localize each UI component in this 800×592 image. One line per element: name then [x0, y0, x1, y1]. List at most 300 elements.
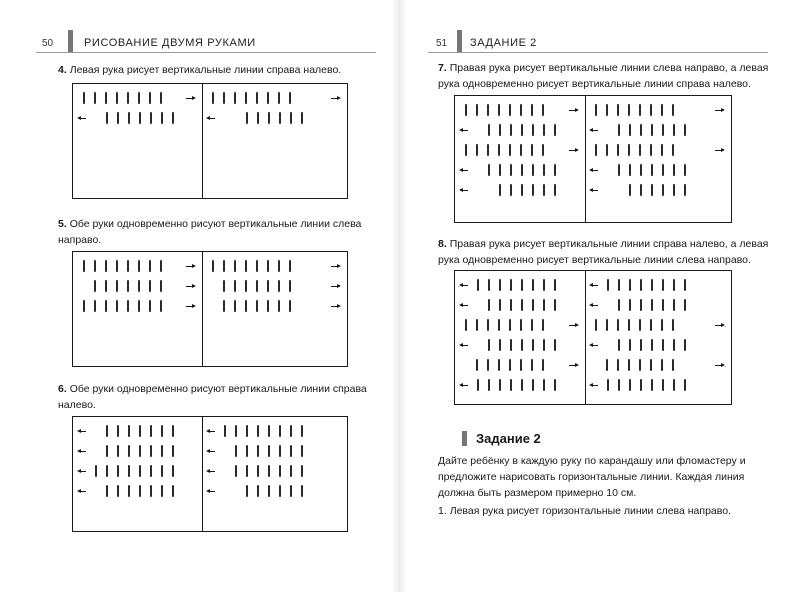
vertical-stroke — [488, 124, 490, 136]
vertical-stroke — [510, 184, 512, 196]
direction-arrow-icon — [192, 96, 196, 100]
vertical-stroke — [117, 465, 119, 477]
vertical-stroke — [628, 104, 630, 116]
vertical-stroke — [532, 164, 534, 176]
vertical-stroke — [499, 184, 501, 196]
vertical-stroke — [532, 184, 534, 196]
direction-arrow-icon — [589, 168, 593, 172]
vertical-stroke — [684, 124, 686, 136]
vertical-stroke — [639, 319, 641, 331]
vertical-stroke — [128, 485, 130, 497]
vertical-stroke — [278, 300, 280, 312]
direction-arrow-icon — [459, 303, 463, 307]
vertical-stroke — [650, 104, 652, 116]
vertical-stroke — [628, 144, 630, 156]
direction-arrow-icon — [721, 363, 725, 367]
vertical-stroke — [532, 124, 534, 136]
vertical-stroke — [542, 359, 544, 371]
vertical-stroke — [161, 485, 163, 497]
vertical-stroke — [510, 279, 512, 291]
box-divider — [202, 84, 203, 198]
direction-arrow-icon — [589, 383, 593, 387]
task-item-text: Левая рука рисует горизонтальные линии слева направо. — [449, 505, 731, 517]
vertical-stroke — [673, 299, 675, 311]
vertical-stroke — [639, 104, 641, 116]
vertical-stroke — [618, 279, 620, 291]
vertical-stroke — [498, 359, 500, 371]
vertical-stroke — [290, 445, 292, 457]
vertical-stroke — [629, 279, 631, 291]
task-instructions: Дайте ребёнку в каждую руку по карандашу или фломастеру и предложите нарисовать горизонтальные линии. Каждая линия должна быть размером примерно 10 см. — [438, 455, 746, 499]
vertical-stroke — [662, 124, 664, 136]
vertical-stroke — [488, 164, 490, 176]
vertical-stroke — [618, 164, 620, 176]
vertical-stroke — [127, 260, 129, 272]
vertical-stroke — [521, 279, 523, 291]
vertical-stroke — [640, 339, 642, 351]
vertical-stroke — [673, 339, 675, 351]
vertical-stroke — [289, 92, 291, 104]
vertical-stroke — [532, 339, 534, 351]
exercise-number: 6. — [58, 383, 67, 395]
vertical-stroke — [554, 339, 556, 351]
vertical-stroke — [543, 124, 545, 136]
vertical-stroke — [595, 319, 597, 331]
vertical-stroke — [651, 299, 653, 311]
vertical-stroke — [499, 379, 501, 391]
vertical-stroke — [106, 465, 108, 477]
vertical-stroke — [618, 339, 620, 351]
vertical-stroke — [117, 425, 119, 437]
vertical-stroke — [301, 485, 303, 497]
vertical-stroke — [650, 359, 652, 371]
vertical-stroke — [150, 445, 152, 457]
vertical-stroke — [487, 104, 489, 116]
vertical-stroke — [95, 465, 97, 477]
vertical-stroke — [245, 300, 247, 312]
vertical-stroke — [127, 280, 129, 292]
direction-arrow-icon — [721, 323, 725, 327]
vertical-stroke — [673, 124, 675, 136]
vertical-stroke — [595, 144, 597, 156]
vertical-stroke — [488, 379, 490, 391]
vertical-stroke — [487, 144, 489, 156]
vertical-stroke — [673, 184, 675, 196]
vertical-stroke — [465, 104, 467, 116]
vertical-stroke — [618, 299, 620, 311]
vertical-stroke — [542, 144, 544, 156]
direction-arrow-icon — [77, 429, 81, 433]
vertical-stroke — [531, 319, 533, 331]
vertical-stroke — [290, 485, 292, 497]
vertical-stroke — [301, 465, 303, 477]
vertical-stroke — [684, 379, 686, 391]
header-marker — [68, 30, 73, 52]
vertical-stroke — [661, 319, 663, 331]
vertical-stroke — [465, 319, 467, 331]
direction-arrow-icon — [589, 283, 593, 287]
vertical-stroke — [520, 104, 522, 116]
direction-arrow-icon — [459, 188, 463, 192]
vertical-stroke — [662, 379, 664, 391]
vertical-stroke — [662, 279, 664, 291]
vertical-stroke — [499, 164, 501, 176]
vertical-stroke — [245, 260, 247, 272]
vertical-stroke — [94, 92, 96, 104]
exercise-6-text — [58, 381, 378, 413]
exercise-number: 8. — [438, 238, 447, 250]
vertical-stroke — [554, 124, 556, 136]
vertical-stroke — [128, 112, 130, 124]
vertical-stroke — [257, 465, 259, 477]
running-head: ЗАДАНИЕ 2 — [470, 37, 537, 49]
vertical-stroke — [268, 465, 270, 477]
vertical-stroke — [651, 379, 653, 391]
direction-arrow-icon — [459, 383, 463, 387]
direction-arrow-icon — [589, 128, 593, 132]
vertical-stroke — [105, 92, 107, 104]
box-divider — [202, 252, 203, 366]
vertical-stroke — [543, 279, 545, 291]
vertical-stroke — [150, 465, 152, 477]
vertical-stroke — [256, 260, 258, 272]
vertical-stroke — [617, 104, 619, 116]
vertical-stroke — [684, 164, 686, 176]
vertical-stroke — [127, 92, 129, 104]
vertical-stroke — [498, 319, 500, 331]
direction-arrow-icon — [459, 283, 463, 287]
vertical-stroke — [301, 445, 303, 457]
vertical-stroke — [235, 445, 237, 457]
vertical-stroke — [498, 104, 500, 116]
direction-arrow-icon — [77, 489, 81, 493]
vertical-stroke — [618, 124, 620, 136]
vertical-stroke — [628, 359, 630, 371]
vertical-stroke — [245, 280, 247, 292]
vertical-stroke — [672, 319, 674, 331]
vertical-stroke — [554, 379, 556, 391]
direction-arrow-icon — [459, 128, 463, 132]
vertical-stroke — [223, 92, 225, 104]
exercise-description: Правая рука рисует вертикальные линии слева направо, а левая рука одновременно рисует вертикальные линии справа налево. — [438, 62, 769, 90]
vertical-stroke — [606, 319, 608, 331]
vertical-stroke — [161, 425, 163, 437]
vertical-stroke — [290, 425, 292, 437]
vertical-stroke — [256, 280, 258, 292]
vertical-stroke — [477, 379, 479, 391]
vertical-stroke — [278, 260, 280, 272]
vertical-stroke — [289, 280, 291, 292]
vertical-stroke — [150, 485, 152, 497]
direction-arrow-icon — [337, 284, 341, 288]
vertical-stroke — [106, 445, 108, 457]
vertical-stroke — [662, 339, 664, 351]
vertical-stroke — [531, 104, 533, 116]
vertical-stroke — [279, 445, 281, 457]
task-item-1 — [438, 503, 778, 519]
vertical-stroke — [116, 92, 118, 104]
vertical-stroke — [267, 300, 269, 312]
vertical-stroke — [640, 124, 642, 136]
vertical-stroke — [139, 465, 141, 477]
direction-arrow-icon — [575, 323, 579, 327]
vertical-stroke — [289, 300, 291, 312]
vertical-stroke — [149, 300, 151, 312]
vertical-stroke — [212, 260, 214, 272]
vertical-stroke — [520, 359, 522, 371]
exercise-7-text — [438, 60, 778, 92]
vertical-stroke — [172, 485, 174, 497]
vertical-stroke — [256, 300, 258, 312]
vertical-stroke — [629, 124, 631, 136]
vertical-stroke — [172, 465, 174, 477]
vertical-stroke — [543, 184, 545, 196]
vertical-stroke — [662, 299, 664, 311]
vertical-stroke — [521, 299, 523, 311]
vertical-stroke — [83, 300, 85, 312]
direction-arrow-icon — [721, 108, 725, 112]
vertical-stroke — [488, 299, 490, 311]
vertical-stroke — [629, 299, 631, 311]
vertical-stroke — [639, 359, 641, 371]
vertical-stroke — [106, 112, 108, 124]
running-head: РИСОВАНИЕ ДВУМЯ РУКАМИ — [84, 37, 256, 49]
vertical-stroke — [105, 260, 107, 272]
vertical-stroke — [521, 339, 523, 351]
vertical-stroke — [629, 339, 631, 351]
vertical-stroke — [150, 112, 152, 124]
page-number: 50 — [42, 38, 54, 49]
vertical-stroke — [279, 465, 281, 477]
exercise-description: Обе руки одновременно рисуют вертикальные линии слева направо. — [58, 218, 362, 246]
direction-arrow-icon — [721, 148, 725, 152]
vertical-stroke — [106, 485, 108, 497]
vertical-stroke — [161, 112, 163, 124]
exercise-description: Правая рука рисует вертикальные линии справа налево, а левая рука одновременно рисует вертикальные линии слева направо. — [438, 238, 769, 266]
exercise-4-text — [58, 62, 378, 78]
vertical-stroke — [476, 104, 478, 116]
header-marker — [457, 30, 462, 52]
direction-arrow-icon — [589, 188, 593, 192]
vertical-stroke — [234, 280, 236, 292]
vertical-stroke — [543, 299, 545, 311]
vertical-stroke — [651, 124, 653, 136]
exercise-number: 7. — [438, 62, 447, 74]
box-divider — [585, 96, 586, 222]
vertical-stroke — [640, 299, 642, 311]
vertical-stroke — [499, 299, 501, 311]
vertical-stroke — [640, 379, 642, 391]
vertical-stroke — [531, 359, 533, 371]
task-heading: Задание 2 — [476, 431, 541, 446]
vertical-stroke — [651, 164, 653, 176]
vertical-stroke — [662, 164, 664, 176]
direction-arrow-icon — [192, 264, 196, 268]
vertical-stroke — [235, 465, 237, 477]
vertical-stroke — [607, 379, 609, 391]
vertical-stroke — [267, 280, 269, 292]
vertical-stroke — [160, 92, 162, 104]
vertical-stroke — [268, 445, 270, 457]
vertical-stroke — [554, 279, 556, 291]
vertical-stroke — [629, 164, 631, 176]
vertical-stroke — [301, 425, 303, 437]
direction-arrow-icon — [589, 343, 593, 347]
direction-arrow-icon — [459, 168, 463, 172]
vertical-stroke — [628, 319, 630, 331]
vertical-stroke — [606, 359, 608, 371]
exercise-7-box — [454, 95, 732, 223]
vertical-stroke — [617, 359, 619, 371]
exercise-description: Левая рука рисует вертикальные линии справа налево. — [69, 64, 342, 76]
vertical-stroke — [139, 425, 141, 437]
direction-arrow-icon — [206, 489, 210, 493]
vertical-stroke — [138, 280, 140, 292]
direction-arrow-icon — [459, 343, 463, 347]
vertical-stroke — [139, 485, 141, 497]
vertical-stroke — [224, 425, 226, 437]
vertical-stroke — [268, 485, 270, 497]
box-divider — [585, 271, 586, 404]
direction-arrow-icon — [206, 116, 210, 120]
vertical-stroke — [246, 485, 248, 497]
vertical-stroke — [278, 92, 280, 104]
vertical-stroke — [509, 319, 511, 331]
vertical-stroke — [105, 280, 107, 292]
vertical-stroke — [117, 445, 119, 457]
vertical-stroke — [510, 339, 512, 351]
vertical-stroke — [160, 300, 162, 312]
task-item-number: 1. — [438, 505, 447, 517]
box-divider — [202, 417, 203, 531]
header-rule — [36, 52, 376, 53]
vertical-stroke — [510, 164, 512, 176]
vertical-stroke — [257, 425, 259, 437]
vertical-stroke — [629, 184, 631, 196]
vertical-stroke — [160, 260, 162, 272]
vertical-stroke — [488, 339, 490, 351]
vertical-stroke — [235, 425, 237, 437]
vertical-stroke — [465, 144, 467, 156]
vertical-stroke — [617, 319, 619, 331]
direction-arrow-icon — [575, 108, 579, 112]
vertical-stroke — [105, 300, 107, 312]
vertical-stroke — [267, 260, 269, 272]
exercise-number: 5. — [58, 218, 67, 230]
right-page — [400, 0, 800, 592]
vertical-stroke — [290, 465, 292, 477]
vertical-stroke — [139, 445, 141, 457]
vertical-stroke — [650, 144, 652, 156]
vertical-stroke — [639, 144, 641, 156]
vertical-stroke — [116, 300, 118, 312]
vertical-stroke — [128, 425, 130, 437]
vertical-stroke — [684, 184, 686, 196]
vertical-stroke — [279, 485, 281, 497]
vertical-stroke — [606, 104, 608, 116]
vertical-stroke — [477, 279, 479, 291]
vertical-stroke — [521, 124, 523, 136]
exercise-6-box — [72, 416, 348, 532]
vertical-stroke — [651, 339, 653, 351]
direction-arrow-icon — [77, 116, 81, 120]
vertical-stroke — [160, 280, 162, 292]
vertical-stroke — [223, 260, 225, 272]
task-heading-marker — [462, 431, 467, 446]
vertical-stroke — [476, 359, 478, 371]
direction-arrow-icon — [337, 96, 341, 100]
vertical-stroke — [618, 379, 620, 391]
vertical-stroke — [256, 92, 258, 104]
vertical-stroke — [673, 164, 675, 176]
direction-arrow-icon — [206, 429, 210, 433]
vertical-stroke — [499, 339, 501, 351]
vertical-stroke — [673, 279, 675, 291]
vertical-stroke — [212, 92, 214, 104]
vertical-stroke — [83, 92, 85, 104]
vertical-stroke — [510, 379, 512, 391]
vertical-stroke — [289, 260, 291, 272]
vertical-stroke — [139, 112, 141, 124]
vertical-stroke — [532, 279, 534, 291]
header-rule — [428, 52, 768, 53]
vertical-stroke — [117, 485, 119, 497]
exercise-8-box — [454, 270, 732, 405]
vertical-stroke — [116, 260, 118, 272]
vertical-stroke — [279, 112, 281, 124]
vertical-stroke — [521, 164, 523, 176]
direction-arrow-icon — [575, 363, 579, 367]
vertical-stroke — [94, 280, 96, 292]
vertical-stroke — [106, 425, 108, 437]
vertical-stroke — [651, 279, 653, 291]
vertical-stroke — [172, 112, 174, 124]
vertical-stroke — [661, 359, 663, 371]
direction-arrow-icon — [337, 304, 341, 308]
vertical-stroke — [554, 184, 556, 196]
vertical-stroke — [245, 92, 247, 104]
vertical-stroke — [488, 279, 490, 291]
vertical-stroke — [223, 300, 225, 312]
page-number: 51 — [436, 38, 448, 49]
vertical-stroke — [521, 379, 523, 391]
vertical-stroke — [128, 445, 130, 457]
vertical-stroke — [234, 260, 236, 272]
vertical-stroke — [267, 92, 269, 104]
vertical-stroke — [672, 104, 674, 116]
vertical-stroke — [509, 359, 511, 371]
vertical-stroke — [661, 104, 663, 116]
vertical-stroke — [554, 164, 556, 176]
vertical-stroke — [498, 144, 500, 156]
vertical-stroke — [301, 112, 303, 124]
exercise-5-box — [72, 251, 348, 367]
vertical-stroke — [554, 299, 556, 311]
vertical-stroke — [127, 300, 129, 312]
vertical-stroke — [246, 445, 248, 457]
exercise-5-text — [58, 216, 378, 248]
vertical-stroke — [149, 92, 151, 104]
vertical-stroke — [606, 144, 608, 156]
vertical-stroke — [172, 445, 174, 457]
vertical-stroke — [476, 319, 478, 331]
vertical-stroke — [531, 144, 533, 156]
vertical-stroke — [617, 144, 619, 156]
vertical-stroke — [290, 112, 292, 124]
vertical-stroke — [640, 164, 642, 176]
vertical-stroke — [595, 104, 597, 116]
vertical-stroke — [640, 279, 642, 291]
